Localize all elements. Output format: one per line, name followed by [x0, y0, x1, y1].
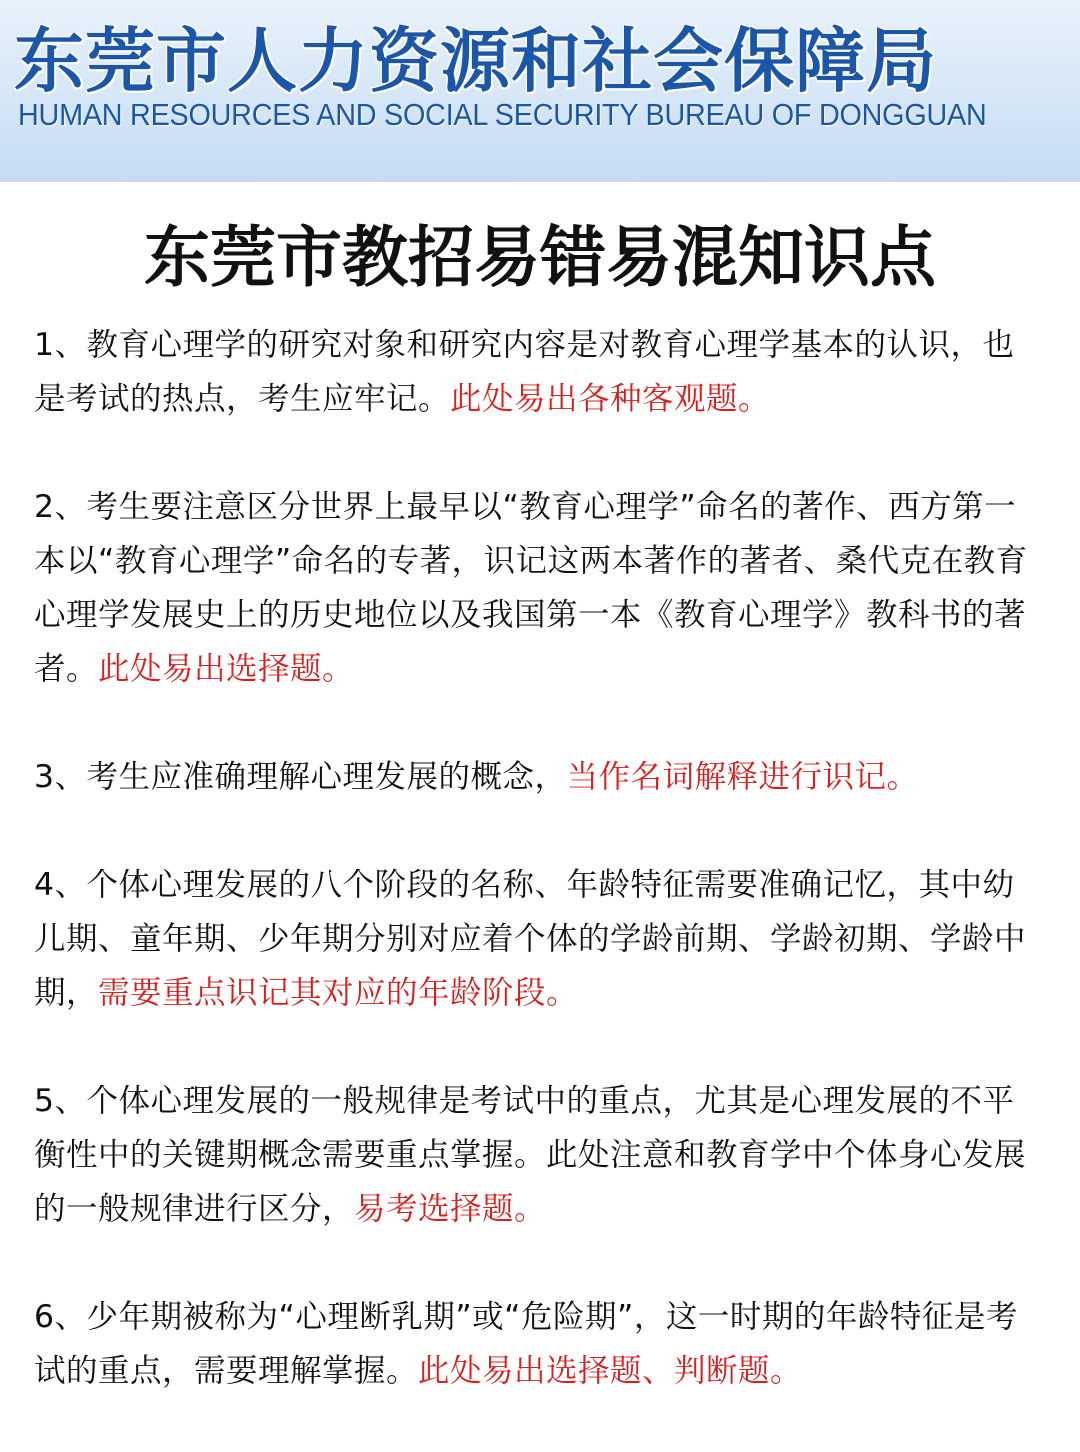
knowledge-point-6 — [34, 1290, 1044, 1398]
bureau-name-cn: 东莞市人力资源和社会保障局 — [14, 20, 937, 102]
point-text: 1、教育心理学的研究对象和研究内容是对教育心理学基本的认识，也是考试的热点，考生应牢记。 — [34, 327, 1015, 417]
knowledge-point-3 — [34, 750, 1044, 804]
knowledge-point-1 — [34, 318, 1044, 426]
point-highlight: 易考选择题。 — [354, 1191, 547, 1227]
knowledge-point-2 — [34, 480, 1044, 696]
point-highlight: 当作名词解释进行识记。 — [566, 759, 919, 795]
point-text: 6、少年期被称为“心理断乳期”或“危险期”，这一时期的年龄特征是考试的重点，需要理解掌握。 — [34, 1299, 1018, 1389]
knowledge-point-list — [34, 318, 1044, 1452]
knowledge-point-4 — [34, 858, 1044, 1020]
header-banner — [0, 0, 1080, 182]
point-text: 3、考生应准确理解心理发展的概念， — [34, 759, 567, 795]
point-text: 2、考生要注意区分世界上最早以“教育心理学”命名的著作、西方第一本以“教育心理学”命名的专著，识记这两本著作的著者、桑代克在教育心理学发展史上的历史地位以及我国第一本《教育心理学》教科书的著者。 — [34, 489, 1028, 687]
page-title: 东莞市教招易错易混知识点 — [144, 219, 936, 296]
point-highlight: 此处易出各种客观题。 — [450, 381, 771, 417]
bureau-name-en: HUMAN RESOURCES AND SOCIAL SECURITY BUREAU OF DONGGUAN — [18, 97, 987, 132]
point-text: 5、个体心理发展的一般规律是考试中的重点，尤其是心理发展的不平衡性中的关键期概念需要重点掌握。此处注意和教育学中个体身心发展的一般规律进行区分， — [34, 1083, 1027, 1227]
point-highlight: 此处易出选择题。 — [98, 651, 355, 687]
point-highlight: 此处易出选择题、判断题。 — [418, 1353, 803, 1389]
point-text: 4、个体心理发展的八个阶段的名称、年龄特征需要准确记忆，其中幼儿期、童年期、少年期分别对应着个体的学龄前期、学龄初期、学龄中期， — [34, 867, 1027, 1011]
knowledge-point-5 — [34, 1074, 1044, 1236]
point-highlight: 需要重点识记其对应的年龄阶段。 — [98, 975, 579, 1011]
